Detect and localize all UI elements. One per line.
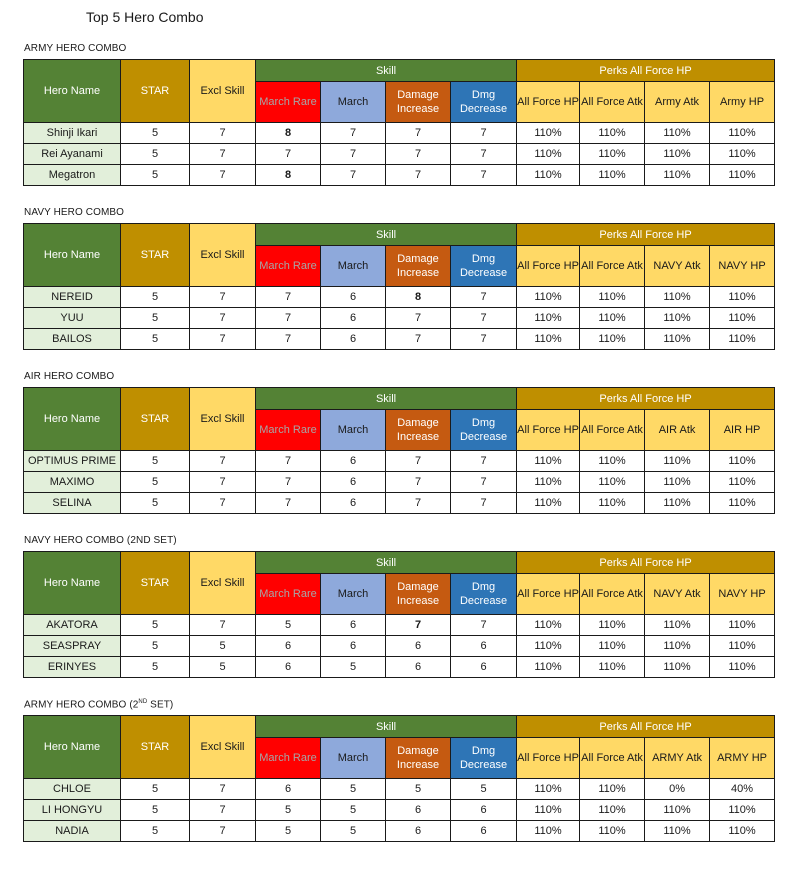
hero-name-cell: LI HONGYU bbox=[24, 800, 121, 821]
all-force-atk-cell: 110% bbox=[580, 493, 645, 514]
header-dmg-decrease: Dmg Decrease bbox=[451, 738, 517, 779]
damage-increase-cell: 6 bbox=[386, 636, 451, 657]
excl-skill-cell: 7 bbox=[190, 779, 256, 800]
damage-increase-cell: 7 bbox=[386, 308, 451, 329]
header-hero-name: Hero Name bbox=[24, 552, 121, 615]
march-rare-cell: 5 bbox=[256, 800, 321, 821]
all-force-hp-cell: 110% bbox=[517, 636, 580, 657]
type-hp-cell: 110% bbox=[710, 308, 775, 329]
dmg-decrease-cell: 7 bbox=[451, 451, 517, 472]
header-damage-increase: Damage Increase bbox=[386, 246, 451, 287]
type-hp-cell: 110% bbox=[710, 287, 775, 308]
march-rare-cell: 6 bbox=[256, 636, 321, 657]
header-damage-increase: Damage Increase bbox=[386, 574, 451, 615]
excl-skill-cell: 7 bbox=[190, 329, 256, 350]
march-cell: 6 bbox=[321, 451, 386, 472]
section-title-army-2nd-set: ARMY HERO COMBO (2ND SET) bbox=[24, 699, 174, 711]
hero-name-cell: SEASPRAY bbox=[24, 636, 121, 657]
hero-name-cell: NADIA bbox=[24, 821, 121, 842]
star-cell: 5 bbox=[121, 493, 190, 514]
star-cell: 5 bbox=[121, 615, 190, 636]
march-rare-cell: 7 bbox=[256, 308, 321, 329]
header-march-rare: March Rare bbox=[256, 82, 321, 123]
march-rare-cell: 7 bbox=[256, 329, 321, 350]
star-cell: 5 bbox=[121, 329, 190, 350]
all-force-atk-cell: 110% bbox=[580, 165, 645, 186]
excl-skill-cell: 5 bbox=[190, 636, 256, 657]
header-perks: Perks All Force HP bbox=[517, 552, 775, 574]
march-cell: 6 bbox=[321, 308, 386, 329]
star-cell: 5 bbox=[121, 165, 190, 186]
all-force-atk-cell: 110% bbox=[580, 287, 645, 308]
excl-skill-cell: 7 bbox=[190, 308, 256, 329]
header-type-hp: NAVY HP bbox=[710, 246, 775, 287]
march-rare-cell: 6 bbox=[256, 779, 321, 800]
table-row bbox=[24, 821, 775, 842]
all-force-hp-cell: 110% bbox=[517, 472, 580, 493]
star-cell: 5 bbox=[121, 451, 190, 472]
march-rare-cell: 6 bbox=[256, 657, 321, 678]
dmg-decrease-cell: 7 bbox=[451, 615, 517, 636]
type-atk-cell: 110% bbox=[645, 615, 710, 636]
hero-name-cell: CHLOE bbox=[24, 779, 121, 800]
header-excl-skill: Excl Skill bbox=[190, 716, 256, 779]
header-all-force-hp: All Force HP bbox=[517, 738, 580, 779]
type-atk-cell: 110% bbox=[645, 123, 710, 144]
all-force-hp-cell: 110% bbox=[517, 287, 580, 308]
header-hero-name: Hero Name bbox=[24, 388, 121, 451]
table-row bbox=[24, 451, 775, 472]
header-perks: Perks All Force HP bbox=[517, 224, 775, 246]
hero-name-cell: ERINYES bbox=[24, 657, 121, 678]
march-cell: 5 bbox=[321, 779, 386, 800]
excl-skill-cell: 7 bbox=[190, 472, 256, 493]
type-atk-cell: 110% bbox=[645, 657, 710, 678]
march-rare-cell: 7 bbox=[256, 287, 321, 308]
all-force-atk-cell: 110% bbox=[580, 308, 645, 329]
navy-2nd-combo-table bbox=[23, 551, 775, 678]
damage-increase-cell: 6 bbox=[386, 800, 451, 821]
army-combo-table bbox=[23, 59, 775, 186]
all-force-atk-cell: 110% bbox=[580, 144, 645, 165]
star-cell: 5 bbox=[121, 472, 190, 493]
hero-name-cell: Rei Ayanami bbox=[24, 144, 121, 165]
march-cell: 5 bbox=[321, 657, 386, 678]
damage-increase-cell: 7 bbox=[386, 493, 451, 514]
table-row bbox=[24, 287, 775, 308]
excl-skill-cell: 7 bbox=[190, 800, 256, 821]
damage-increase-cell: 7 bbox=[386, 165, 451, 186]
header-all-force-hp: All Force HP bbox=[517, 574, 580, 615]
star-cell: 5 bbox=[121, 779, 190, 800]
dmg-decrease-cell: 6 bbox=[451, 800, 517, 821]
header-march: March bbox=[321, 246, 386, 287]
header-type-atk: ARMY Atk bbox=[645, 738, 710, 779]
header-hero-name: Hero Name bbox=[24, 224, 121, 287]
damage-increase-cell: 7 bbox=[386, 144, 451, 165]
all-force-atk-cell: 110% bbox=[580, 800, 645, 821]
header-hero-name: Hero Name bbox=[24, 60, 121, 123]
all-force-hp-cell: 110% bbox=[517, 308, 580, 329]
hero-name-cell: NEREID bbox=[24, 287, 121, 308]
header-all-force-atk: All Force Atk bbox=[580, 246, 645, 287]
damage-increase-cell: 7 bbox=[386, 329, 451, 350]
type-hp-cell: 110% bbox=[710, 451, 775, 472]
type-hp-cell: 110% bbox=[710, 165, 775, 186]
march-rare-cell: 7 bbox=[256, 472, 321, 493]
header-damage-increase: Damage Increase bbox=[386, 82, 451, 123]
type-atk-cell: 0% bbox=[645, 779, 710, 800]
type-atk-cell: 110% bbox=[645, 287, 710, 308]
type-atk-cell: 110% bbox=[645, 308, 710, 329]
dmg-decrease-cell: 6 bbox=[451, 657, 517, 678]
march-cell: 7 bbox=[321, 144, 386, 165]
star-cell: 5 bbox=[121, 308, 190, 329]
header-all-force-atk: All Force Atk bbox=[580, 574, 645, 615]
star-cell: 5 bbox=[121, 800, 190, 821]
section-title-air: AIR HERO COMBO bbox=[24, 371, 115, 382]
all-force-atk-cell: 110% bbox=[580, 636, 645, 657]
table-row bbox=[24, 329, 775, 350]
march-cell: 6 bbox=[321, 472, 386, 493]
march-rare-cell: 8 bbox=[256, 165, 321, 186]
star-cell: 5 bbox=[121, 657, 190, 678]
excl-skill-cell: 7 bbox=[190, 615, 256, 636]
excl-skill-cell: 7 bbox=[190, 493, 256, 514]
header-type-hp: ARMY HP bbox=[710, 738, 775, 779]
all-force-hp-cell: 110% bbox=[517, 329, 580, 350]
dmg-decrease-cell: 7 bbox=[451, 144, 517, 165]
hero-name-cell: BAILOS bbox=[24, 329, 121, 350]
damage-increase-cell: 6 bbox=[386, 821, 451, 842]
hero-name-cell: YUU bbox=[24, 308, 121, 329]
hero-name-cell: SELINA bbox=[24, 493, 121, 514]
header-star: STAR bbox=[121, 60, 190, 123]
all-force-atk-cell: 110% bbox=[580, 123, 645, 144]
header-excl-skill: Excl Skill bbox=[190, 60, 256, 123]
type-hp-cell: 110% bbox=[710, 472, 775, 493]
table-row bbox=[24, 615, 775, 636]
header-skill: Skill bbox=[256, 224, 517, 246]
header-skill: Skill bbox=[256, 552, 517, 574]
header-type-hp: NAVY HP bbox=[710, 574, 775, 615]
march-cell: 6 bbox=[321, 615, 386, 636]
dmg-decrease-cell: 7 bbox=[451, 287, 517, 308]
type-hp-cell: 110% bbox=[710, 493, 775, 514]
hero-name-cell: MAXIMO bbox=[24, 472, 121, 493]
march-cell: 6 bbox=[321, 329, 386, 350]
march-cell: 5 bbox=[321, 821, 386, 842]
section-title-navy: NAVY HERO COMBO bbox=[24, 207, 125, 218]
header-all-force-hp: All Force HP bbox=[517, 82, 580, 123]
excl-skill-cell: 7 bbox=[190, 144, 256, 165]
excl-skill-cell: 7 bbox=[190, 287, 256, 308]
all-force-atk-cell: 110% bbox=[580, 779, 645, 800]
march-cell: 7 bbox=[321, 123, 386, 144]
table-row bbox=[24, 472, 775, 493]
header-type-atk: NAVY Atk bbox=[645, 574, 710, 615]
type-hp-cell: 110% bbox=[710, 821, 775, 842]
header-dmg-decrease: Dmg Decrease bbox=[451, 82, 517, 123]
header-skill: Skill bbox=[256, 716, 517, 738]
section-title-navy-2nd-set: NAVY HERO COMBO (2ND SET) bbox=[24, 535, 177, 546]
type-hp-cell: 110% bbox=[710, 329, 775, 350]
dmg-decrease-cell: 7 bbox=[451, 329, 517, 350]
header-all-force-atk: All Force Atk bbox=[580, 82, 645, 123]
march-cell: 5 bbox=[321, 800, 386, 821]
march-cell: 6 bbox=[321, 636, 386, 657]
all-force-atk-cell: 110% bbox=[580, 472, 645, 493]
star-cell: 5 bbox=[121, 287, 190, 308]
hero-name-cell: Megatron bbox=[24, 165, 121, 186]
type-hp-cell: 40% bbox=[710, 779, 775, 800]
dmg-decrease-cell: 7 bbox=[451, 472, 517, 493]
all-force-hp-cell: 110% bbox=[517, 451, 580, 472]
march-cell: 6 bbox=[321, 493, 386, 514]
hero-name-cell: Shinji Ikari bbox=[24, 123, 121, 144]
star-cell: 5 bbox=[121, 123, 190, 144]
header-damage-increase: Damage Increase bbox=[386, 410, 451, 451]
header-excl-skill: Excl Skill bbox=[190, 552, 256, 615]
march-cell: 6 bbox=[321, 287, 386, 308]
table-row bbox=[24, 779, 775, 800]
excl-skill-cell: 7 bbox=[190, 821, 256, 842]
excl-skill-cell: 7 bbox=[190, 451, 256, 472]
all-force-hp-cell: 110% bbox=[517, 123, 580, 144]
table-row bbox=[24, 144, 775, 165]
star-cell: 5 bbox=[121, 636, 190, 657]
header-star: STAR bbox=[121, 716, 190, 779]
type-hp-cell: 110% bbox=[710, 657, 775, 678]
header-march-rare: March Rare bbox=[256, 738, 321, 779]
header-star: STAR bbox=[121, 388, 190, 451]
all-force-hp-cell: 110% bbox=[517, 821, 580, 842]
header-perks: Perks All Force HP bbox=[517, 60, 775, 82]
all-force-atk-cell: 110% bbox=[580, 329, 645, 350]
type-hp-cell: 110% bbox=[710, 636, 775, 657]
all-force-atk-cell: 110% bbox=[580, 821, 645, 842]
header-dmg-decrease: Dmg Decrease bbox=[451, 574, 517, 615]
header-star: STAR bbox=[121, 224, 190, 287]
type-atk-cell: 110% bbox=[645, 451, 710, 472]
header-type-atk: AIR Atk bbox=[645, 410, 710, 451]
header-excl-skill: Excl Skill bbox=[190, 388, 256, 451]
damage-increase-cell: 6 bbox=[386, 657, 451, 678]
march-rare-cell: 5 bbox=[256, 615, 321, 636]
all-force-hp-cell: 110% bbox=[517, 779, 580, 800]
header-march: March bbox=[321, 410, 386, 451]
march-rare-cell: 8 bbox=[256, 123, 321, 144]
all-force-hp-cell: 110% bbox=[517, 657, 580, 678]
all-force-hp-cell: 110% bbox=[517, 800, 580, 821]
header-excl-skill: Excl Skill bbox=[190, 224, 256, 287]
star-cell: 5 bbox=[121, 144, 190, 165]
header-perks: Perks All Force HP bbox=[517, 716, 775, 738]
dmg-decrease-cell: 6 bbox=[451, 821, 517, 842]
all-force-hp-cell: 110% bbox=[517, 144, 580, 165]
dmg-decrease-cell: 7 bbox=[451, 308, 517, 329]
dmg-decrease-cell: 5 bbox=[451, 779, 517, 800]
header-march: March bbox=[321, 82, 386, 123]
header-star: STAR bbox=[121, 552, 190, 615]
type-atk-cell: 110% bbox=[645, 144, 710, 165]
march-rare-cell: 7 bbox=[256, 144, 321, 165]
header-march: March bbox=[321, 574, 386, 615]
type-hp-cell: 110% bbox=[710, 123, 775, 144]
header-march-rare: March Rare bbox=[256, 246, 321, 287]
header-all-force-hp: All Force HP bbox=[517, 410, 580, 451]
all-force-hp-cell: 110% bbox=[517, 615, 580, 636]
hero-name-cell: AKATORA bbox=[24, 615, 121, 636]
header-skill: Skill bbox=[256, 388, 517, 410]
dmg-decrease-cell: 7 bbox=[451, 165, 517, 186]
dmg-decrease-cell: 7 bbox=[451, 123, 517, 144]
all-force-hp-cell: 110% bbox=[517, 165, 580, 186]
table-row bbox=[24, 657, 775, 678]
header-type-atk: NAVY Atk bbox=[645, 246, 710, 287]
all-force-hp-cell: 110% bbox=[517, 493, 580, 514]
dmg-decrease-cell: 6 bbox=[451, 636, 517, 657]
damage-increase-cell: 7 bbox=[386, 615, 451, 636]
header-type-hp: Army HP bbox=[710, 82, 775, 123]
header-march-rare: March Rare bbox=[256, 410, 321, 451]
table-row bbox=[24, 493, 775, 514]
type-hp-cell: 110% bbox=[710, 800, 775, 821]
section-title-army: ARMY HERO COMBO bbox=[24, 43, 127, 54]
all-force-atk-cell: 110% bbox=[580, 615, 645, 636]
table-row bbox=[24, 800, 775, 821]
header-perks: Perks All Force HP bbox=[517, 388, 775, 410]
header-march-rare: March Rare bbox=[256, 574, 321, 615]
excl-skill-cell: 5 bbox=[190, 657, 256, 678]
all-force-atk-cell: 110% bbox=[580, 657, 645, 678]
header-march: March bbox=[321, 738, 386, 779]
hero-name-cell: OPTIMUS PRIME bbox=[24, 451, 121, 472]
army-2nd-combo-table bbox=[23, 715, 775, 842]
march-cell: 7 bbox=[321, 165, 386, 186]
type-atk-cell: 110% bbox=[645, 636, 710, 657]
header-hero-name: Hero Name bbox=[24, 716, 121, 779]
header-type-atk: Army Atk bbox=[645, 82, 710, 123]
type-hp-cell: 110% bbox=[710, 144, 775, 165]
damage-increase-cell: 7 bbox=[386, 472, 451, 493]
header-dmg-decrease: Dmg Decrease bbox=[451, 410, 517, 451]
header-dmg-decrease: Dmg Decrease bbox=[451, 246, 517, 287]
type-atk-cell: 110% bbox=[645, 329, 710, 350]
march-rare-cell: 5 bbox=[256, 821, 321, 842]
march-rare-cell: 7 bbox=[256, 451, 321, 472]
star-cell: 5 bbox=[121, 821, 190, 842]
damage-increase-cell: 5 bbox=[386, 779, 451, 800]
all-force-atk-cell: 110% bbox=[580, 451, 645, 472]
table-row bbox=[24, 123, 775, 144]
header-all-force-hp: All Force HP bbox=[517, 246, 580, 287]
document-title: Top 5 Hero Combo bbox=[86, 9, 204, 25]
dmg-decrease-cell: 7 bbox=[451, 493, 517, 514]
type-atk-cell: 110% bbox=[645, 821, 710, 842]
header-all-force-atk: All Force Atk bbox=[580, 410, 645, 451]
header-damage-increase: Damage Increase bbox=[386, 738, 451, 779]
type-hp-cell: 110% bbox=[710, 615, 775, 636]
header-type-hp: AIR HP bbox=[710, 410, 775, 451]
header-all-force-atk: All Force Atk bbox=[580, 738, 645, 779]
table-row bbox=[24, 636, 775, 657]
type-atk-cell: 110% bbox=[645, 800, 710, 821]
air-combo-table bbox=[23, 387, 775, 514]
excl-skill-cell: 7 bbox=[190, 123, 256, 144]
type-atk-cell: 110% bbox=[645, 472, 710, 493]
header-skill: Skill bbox=[256, 60, 517, 82]
excl-skill-cell: 7 bbox=[190, 165, 256, 186]
damage-increase-cell: 7 bbox=[386, 451, 451, 472]
damage-increase-cell: 8 bbox=[386, 287, 451, 308]
table-row bbox=[24, 308, 775, 329]
damage-increase-cell: 7 bbox=[386, 123, 451, 144]
navy-combo-table bbox=[23, 223, 775, 350]
march-rare-cell: 7 bbox=[256, 493, 321, 514]
table-row bbox=[24, 165, 775, 186]
type-atk-cell: 110% bbox=[645, 493, 710, 514]
type-atk-cell: 110% bbox=[645, 165, 710, 186]
